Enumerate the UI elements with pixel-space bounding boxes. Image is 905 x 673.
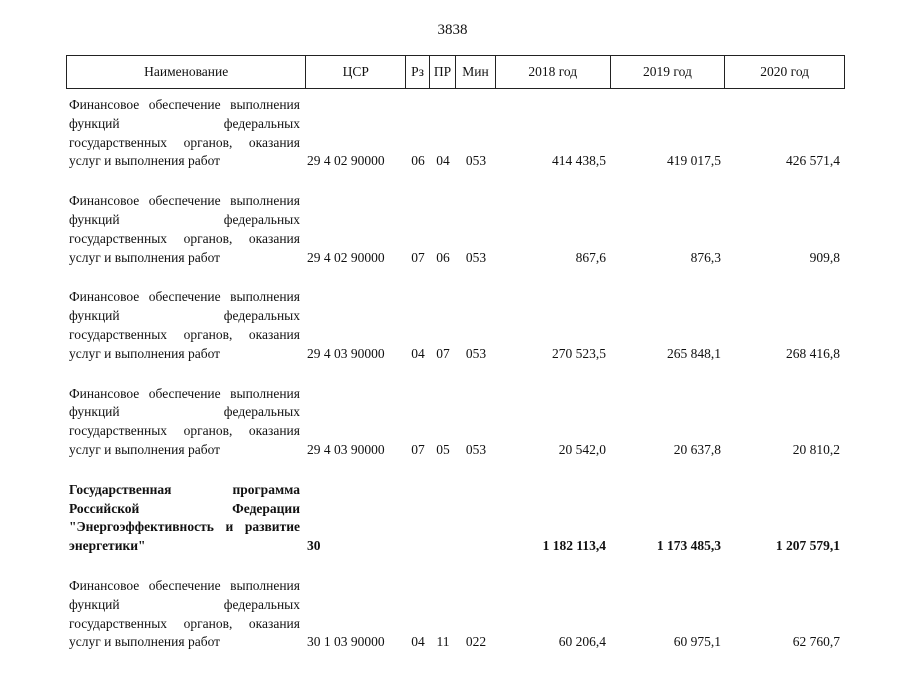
- row-min: 053: [465, 345, 487, 361]
- row-name: Финансовое обеспечение выполнения функций федеральных государственных органов, оказания услуг и выполнения работ: [69, 385, 300, 457]
- row-csr: 29 4 02 90000: [307, 249, 385, 265]
- row-2019: 876,3: [690, 249, 721, 265]
- row-name: Финансовое обеспечение выполнения функций федеральных государственных органов, оказания услуг и выполнения работ: [69, 289, 300, 361]
- row-min: 022: [465, 634, 487, 650]
- row-pr: 04: [436, 153, 450, 169]
- row-rz: [406, 481, 430, 556]
- page-number: 3838: [437, 22, 468, 38]
- header-2018: 2018 год: [496, 56, 611, 88]
- row-pr: 05: [436, 441, 450, 457]
- table-row: [66, 96, 845, 171]
- row-rz: 07: [411, 249, 425, 265]
- row-min: 053: [465, 249, 487, 265]
- row-min: 053: [465, 441, 487, 457]
- row-csr: 30 1 03 90000: [307, 634, 385, 650]
- row-2019: 265 848,1: [667, 345, 721, 361]
- row-name: Финансовое обеспечение выполнения функций федеральных государственных органов, оказания услуг и выполнения работ: [69, 193, 300, 265]
- row-2020: 20 810,2: [792, 441, 840, 457]
- header-min: Мин: [456, 56, 496, 88]
- table-body: [66, 96, 845, 673]
- header-rz: Рз: [406, 56, 430, 88]
- row-csr: 29 4 03 90000: [307, 345, 385, 361]
- row-pr: 06: [436, 249, 450, 265]
- row-2019: 20 637,8: [673, 441, 721, 457]
- table-row: [66, 288, 845, 363]
- row-csr: 30: [307, 538, 321, 554]
- row-csr: 29 4 03 90000: [307, 441, 385, 457]
- row-2019: 419 017,5: [667, 153, 721, 169]
- row-name: Финансовое обеспечение выполнения функций федеральных государственных органов, оказания услуг и выполнения работ: [69, 577, 300, 650]
- row-2020: 426 571,4: [786, 153, 840, 169]
- header-name: Наименование: [67, 56, 306, 88]
- row-name: Финансовое обеспечение выполнения функций федеральных государственных органов, оказания услуг и выполнения работ: [69, 97, 300, 169]
- row-2020: 1 207 579,1: [775, 538, 840, 554]
- row-2019: 1 173 485,3: [656, 538, 721, 554]
- table-row-program: [66, 481, 845, 556]
- row-rz: 04: [411, 634, 425, 650]
- row-2018: 60 206,4: [558, 634, 606, 650]
- row-csr: 29 4 02 90000: [307, 153, 385, 169]
- row-2018: 1 182 113,4: [542, 538, 606, 554]
- row-rz: 06: [411, 153, 425, 169]
- header-csr: ЦСР: [306, 56, 406, 88]
- row-2020: 909,8: [809, 249, 840, 265]
- row-2018: 270 523,5: [552, 345, 606, 361]
- row-2020: 268 416,8: [786, 345, 840, 361]
- row-min: 053: [465, 153, 487, 169]
- header-2020: 2020 год: [760, 64, 810, 79]
- row-2018: 414 438,5: [552, 153, 606, 169]
- table-row: [66, 385, 845, 460]
- header-2019: 2019 год: [611, 56, 726, 88]
- row-2019: 60 975,1: [673, 634, 721, 650]
- row-min: [456, 481, 496, 556]
- header-pr: ПР: [430, 56, 456, 88]
- row-rz: 04: [411, 345, 425, 361]
- row-2018: 867,6: [575, 249, 606, 265]
- row-pr: [430, 481, 456, 556]
- row-2018: 20 542,0: [558, 441, 606, 457]
- row-pr: 11: [436, 634, 450, 650]
- table-header: [66, 55, 845, 89]
- table-row: [66, 577, 845, 652]
- row-rz: 07: [411, 441, 425, 457]
- table-row: [66, 192, 845, 267]
- row-2020: 62 760,7: [792, 634, 840, 650]
- row-name: Государственная программа Российской Федерации "Энергоэффективность и развитие энергетики": [69, 481, 300, 554]
- row-pr: 07: [436, 345, 450, 361]
